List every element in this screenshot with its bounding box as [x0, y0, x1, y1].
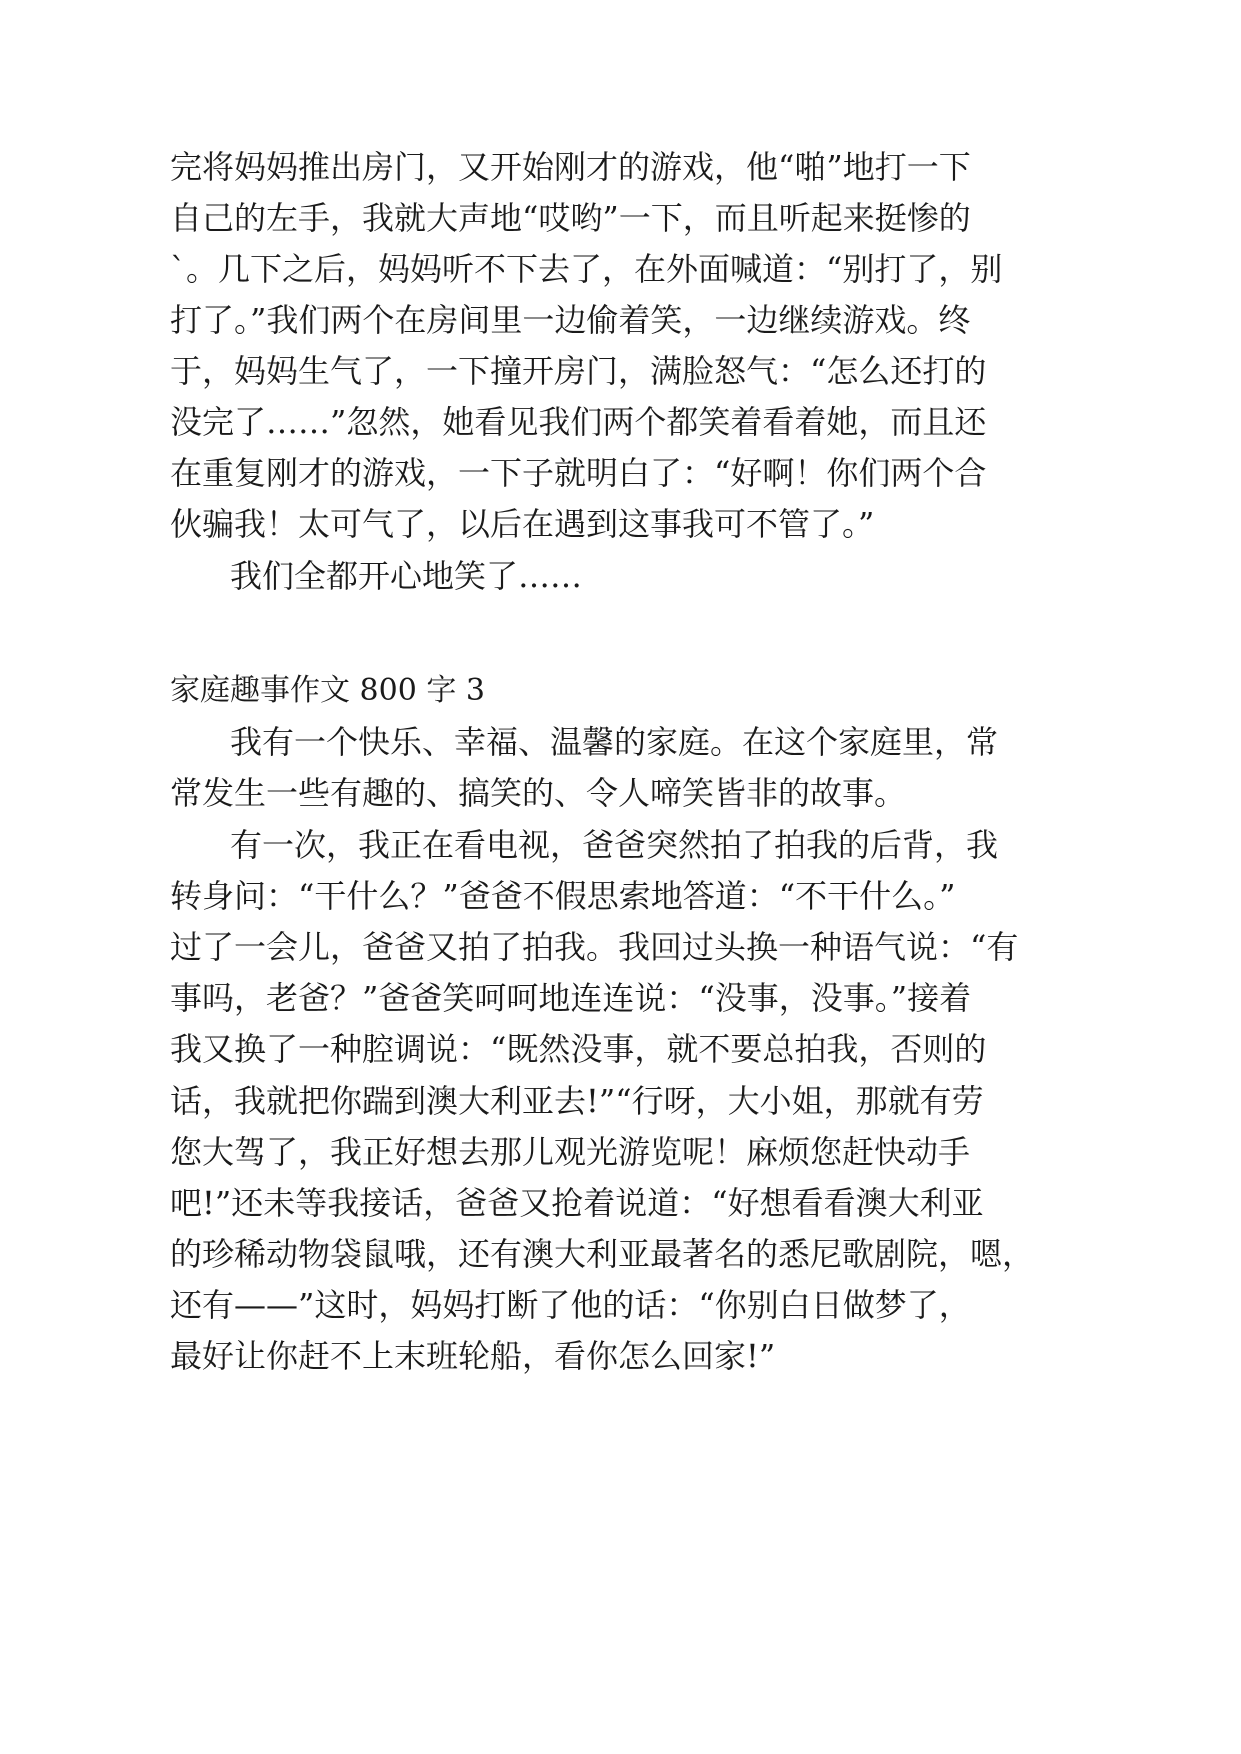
- paragraph-line: 过了一会儿，爸爸又拍了拍我。我回过头换一种语气说：“有: [170, 928, 1019, 966]
- paragraph-line: 没完了……”忽然，她看见我们两个都笑着看着她，而且还: [170, 403, 987, 441]
- paragraph-line: 打了。”我们两个在房间里一边偷着笑，一边继续游戏。终: [170, 301, 971, 339]
- paragraph-line: 还有——”这时，妈妈打断了他的话：“你别白日做梦了，: [170, 1286, 971, 1324]
- paragraph-line: `。几下之后，妈妈听不下去了，在外面喊道：“别打了，别: [170, 250, 1003, 288]
- paragraph-line: 转身问：“干什么？”爸爸不假思索地答道：“不干什么。”: [170, 877, 956, 915]
- text-line: [0, 397, 1241, 447]
- text-line: [0, 1229, 1241, 1279]
- text-line: [0, 346, 1241, 396]
- paragraph-line: 常发生一些有趣的、搞笑的、令人啼笑皆非的故事。: [170, 774, 907, 812]
- text-line: [0, 1280, 1241, 1330]
- text-line: [0, 1331, 1241, 1381]
- text-line: [0, 871, 1241, 921]
- text-line: [0, 973, 1241, 1023]
- paragraph-line: 伙骗我！太可气了，以后在遇到这事我可不管了。”: [170, 505, 875, 543]
- paragraph-line: 话，我就把你踹到澳大利亚去!”“行呀，大小姐，那就有劳: [170, 1082, 984, 1120]
- paragraph-line: 完将妈妈推出房门，又开始刚才的游戏，他“啪”地打一下: [170, 148, 971, 186]
- text-line: [0, 922, 1241, 972]
- paragraph-line: 您大驾了，我正好想去那儿观光游览呢！麻烦您赶快动手: [170, 1133, 971, 1171]
- section-heading: [0, 666, 1241, 716]
- text-line: [0, 768, 1241, 818]
- text-line: [0, 244, 1241, 294]
- paragraph-line: 有一次，我正在看电视，爸爸突然拍了拍我的后背，我: [230, 826, 999, 864]
- paragraph-line: 我又换了一种腔调说：“既然没事，就不要总拍我，否则的: [170, 1030, 987, 1068]
- text-line: [0, 499, 1241, 549]
- text-line: [0, 820, 1241, 870]
- paragraph-line: 我们全都开心地笑了……: [230, 557, 583, 595]
- paragraph-line: 吧!”还未等我接话，爸爸又抢着说道：“好想看看澳大利亚: [170, 1184, 984, 1222]
- paragraph-line: 在重复刚才的游戏，一下子就明白了：“好啊！你们两个合: [170, 454, 987, 492]
- text-line: [0, 1024, 1241, 1074]
- paragraph-line: 我有一个快乐、幸福、温馨的家庭。在这个家庭里，常: [230, 723, 999, 761]
- text-line: [0, 448, 1241, 498]
- text-line: [0, 142, 1241, 192]
- text-line: [0, 1076, 1241, 1126]
- text-line: [0, 1178, 1241, 1228]
- paragraph-line: 的珍稀动物袋鼠哦，还有澳大利亚最著名的悉尼歌剧院，嗯，: [170, 1235, 1035, 1273]
- paragraph-line: 最好让你赶不上末班轮船，看你怎么回家!”: [170, 1337, 776, 1375]
- text-line: [0, 1127, 1241, 1177]
- heading-text: 家庭趣事作文 800 字 3: [170, 673, 485, 708]
- text-line: [0, 717, 1241, 767]
- paragraph-line: 于，妈妈生气了，一下撞开房门，满脸怒气：“怎么还打的: [170, 352, 987, 390]
- text-line: [0, 193, 1241, 243]
- paragraph-line: 事吗，老爸？”爸爸笑呵呵地连连说：“没事，没事。”接着: [170, 979, 972, 1017]
- paragraph-line: 自己的左手，我就大声地“哎哟”一下，而且听起来挺惨的: [170, 199, 971, 237]
- text-line: [0, 295, 1241, 345]
- text-line: [0, 551, 1241, 601]
